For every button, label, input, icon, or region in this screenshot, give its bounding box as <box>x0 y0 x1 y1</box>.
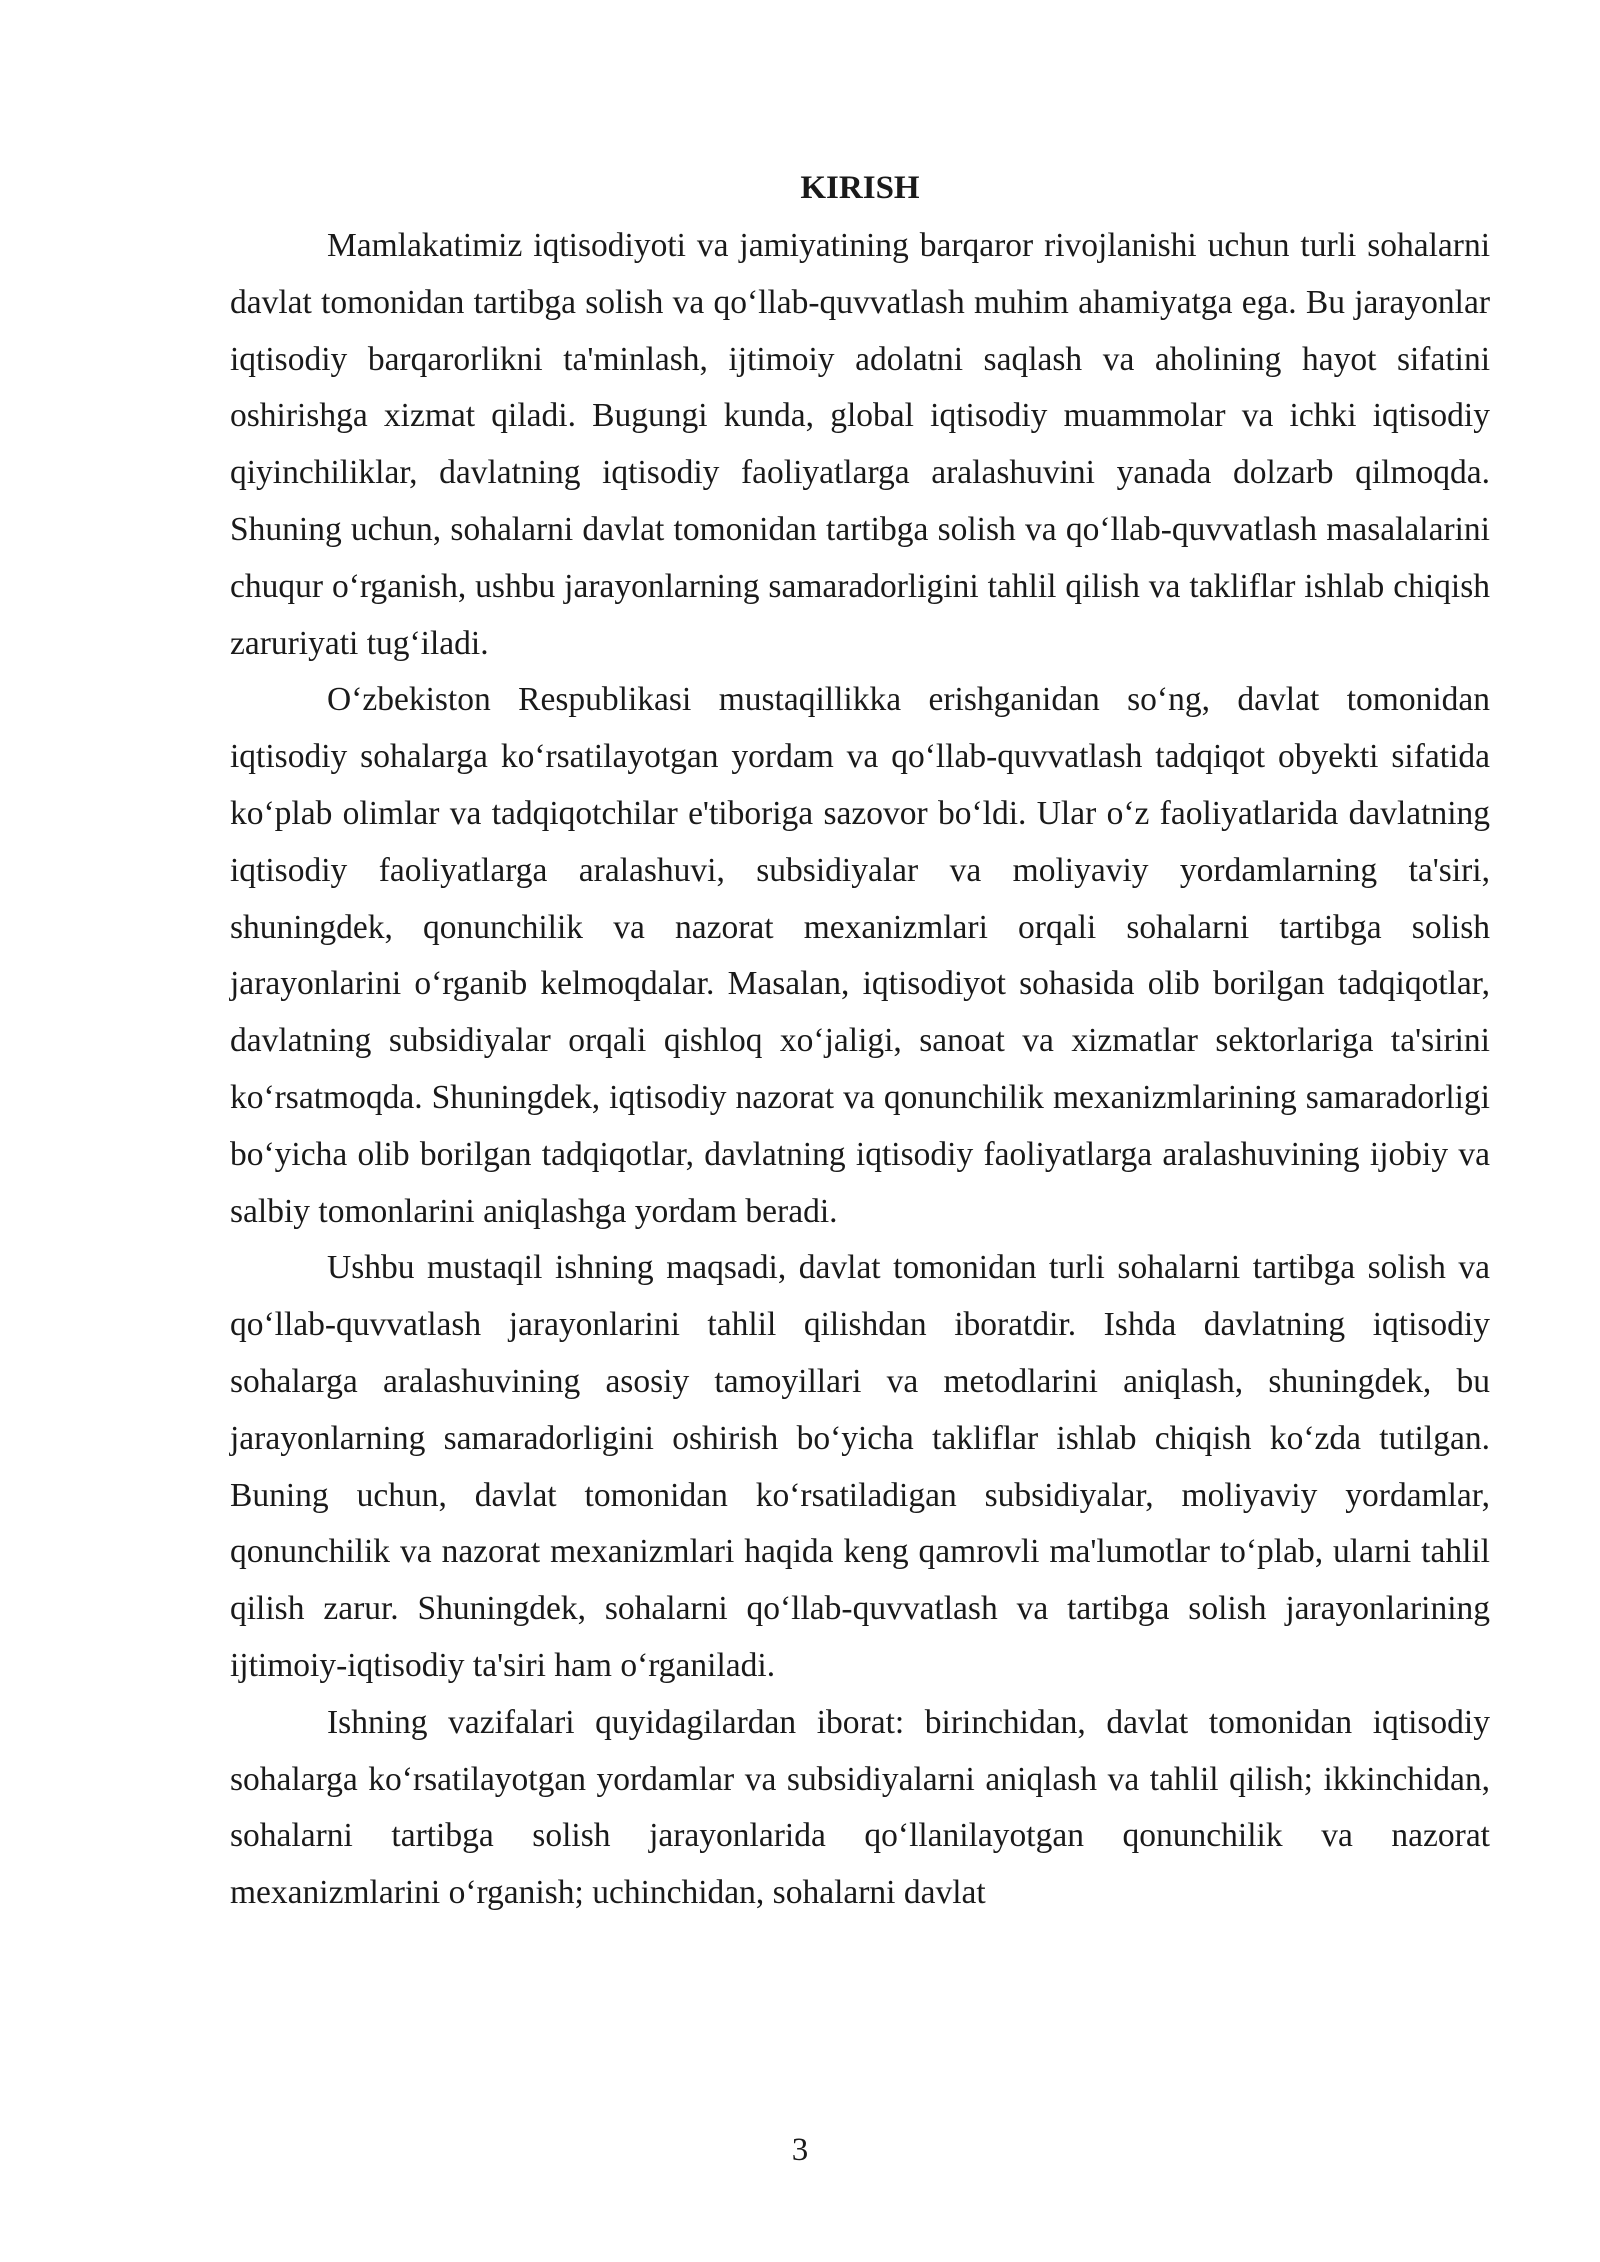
page-title: KIRISH <box>800 170 920 206</box>
document-page <box>230 160 1490 1922</box>
page-number: 3 <box>791 2132 809 2168</box>
paragraph-4: Ishning vazifalari quyidagilardan iborat: birinchidan, davlat tomonidan iqtisodiy sohalarga ko‘rsatilayotgan yordamlar va subsidiyalarni aniqlash va tahlil qilish; ikkinchidan, sohalarni tartibga solish jarayonlarida qo‘llanilayotgan qonunchilik va nazorat mexanizmlarini o‘rganish; uchinchidan, sohalarni davlat <box>230 1703 1490 1912</box>
paragraph-1: Mamlakatimiz iqtisodiyoti va jamiyatining barqaror rivojlanishi uchun turli sohalarni davlat tomonidan tartibga solish va qo‘llab-quvvatlash muhim ahamiyatga ega. Bu jarayonlar iqtisodiy barqarorlikni ta'minlash, ijtimoiy adolatni saqlash va aholining hayot sifatini oshirishga xizmat qiladi. Bugungi kunda, global iqtisodiy muammolar va ichki iqtisodiy qiyinchiliklar, davlatning iqtisodiy faoliyatlarga aralashuvini yanada dolzarb qilmoqda. Shuning uchun, sohalarni davlat tomonidan tartibga solish va qo‘llab-quvvatlash masalalarini chuqur o‘rganish, ushbu jarayonlarning samaradorligini tahlil qilish va takliflar ishlab chiqish zaruriyati tug‘iladi. <box>230 227 1490 662</box>
paragraph-3: Ushbu mustaqil ishning maqsadi, davlat tomonidan turli sohalarni tartibga solish va qo‘llab-quvvatlash jarayonlarini tahlil qilishdan iboratdir. Ishda davlatning iqtisodiy sohalarga aralashuvining asosiy tamoyillari va metodlarini aniqlash, shuningdek, bu jarayonlarning samaradorligini oshirish bo‘yicha takliflar ishlab chiqish ko‘zda tutilgan. Buning uchun, davlat tomonidan ko‘rsatiladigan subsidiyalar, moliyaviy yordamlar, qonunchilik va nazorat mexanizmlari haqida keng qamrovli ma'lumotlar to‘plab, ularni tahlil qilish zarur. Shuningdek, sohalarni qo‘llab-quvvatlash va tartibga solish jarayonlarining ijtimoiy-iqtisodiy ta'siri ham o‘rganiladi. <box>230 1249 1490 1684</box>
paragraph-2: O‘zbekiston Respublikasi mustaqillikka erishganidan so‘ng, davlat tomonidan iqtisodiy sohalarga ko‘rsatilayotgan yordam va qo‘llab-quvvatlash tadqiqot obyekti sifatida ko‘plab olimlar va tadqiqotchilar e'tiboriga sazovor bo‘ldi. Ular o‘z faoliyatlarida davlatning iqtisodiy faoliyatlarga aralashuvi, subsidiyalar va moliyaviy yordamlarning ta'siri, shuningdek, qonunchilik va nazorat mexanizmlari orqali sohalarni tartibga solish jarayonlarini o‘rganib kelmoqdalar. Masalan, iqtisodiyot sohasida olib borilgan tadqiqotlar, davlatning subsidiyalar orqali qishloq xo‘jaligi, sanoat va xizmatlar sektorlariga ta'sirini ko‘rsatmoqda. Shuningdek, iqtisodiy nazorat va qonunchilik mexanizmlarining samaradorligi bo‘yicha olib borilgan tadqiqotlar, davlatning iqtisodiy faoliyatlarga aralashuvining ijobiy va salbiy tomonlarini aniqlashga yordam beradi. <box>230 681 1490 1230</box>
